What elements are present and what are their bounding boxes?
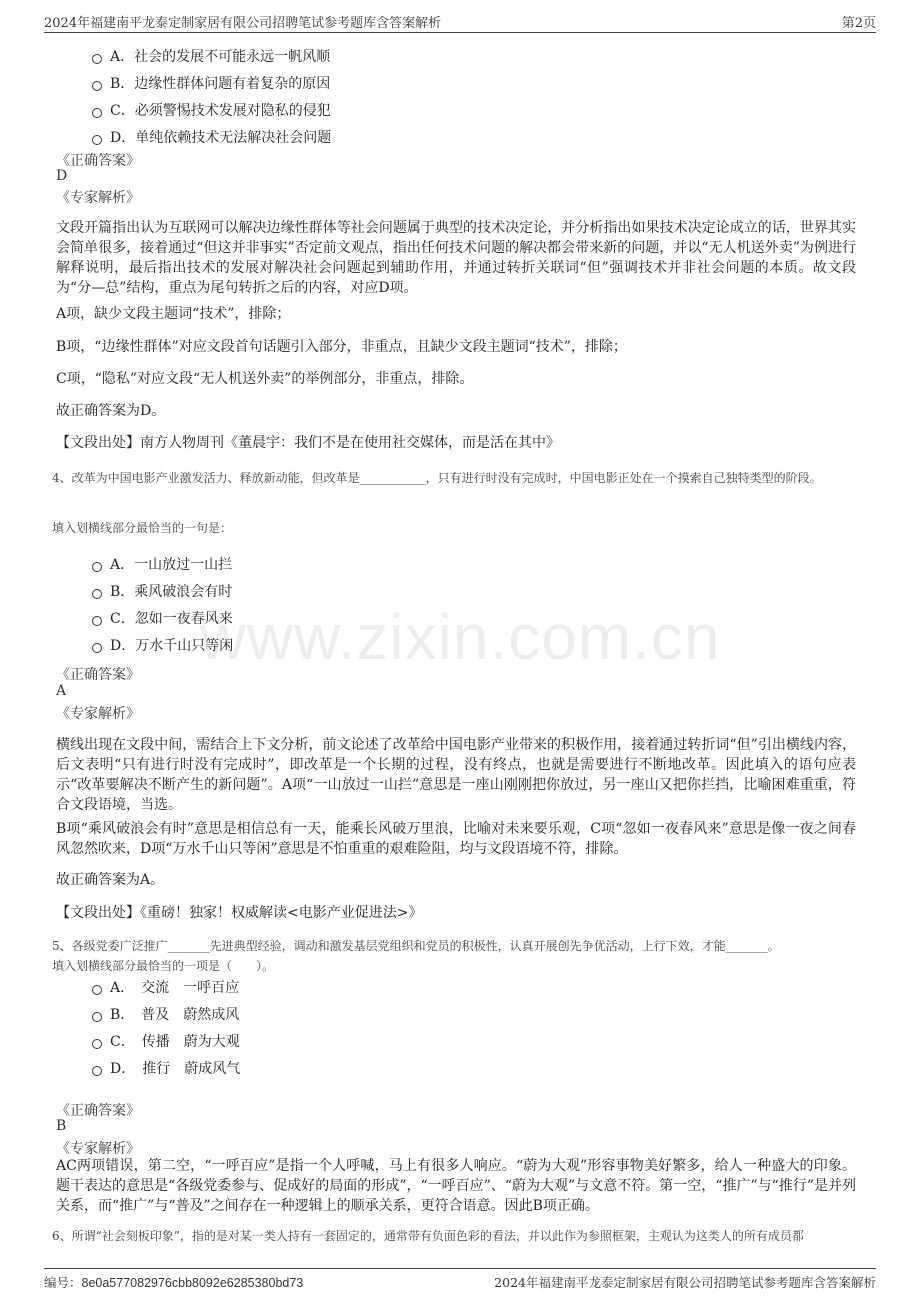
footer-title: 2024年福建南平龙泰定制家居有限公司招聘笔试参考题库含答案解析 — [494, 1275, 876, 1290]
q5-analysis: AC两项错误，第二空，“一呼百应”是指一个人呼喊，马上有很多人响应。“蔚为大观”形容事物美好繁多，给人一种盛大的印象。题干表达的意思是“各级党委参与、促成好的局面的形成”，“一呼百应”、“蔚为大观”与文意不符。第一空，“推广”与“推行”是并列关系，而“推广”与“普及”之间存在一种逻辑上的顺承关系，更符合语意。因此B项正确。 — [56, 1158, 856, 1214]
radio-icon[interactable] — [92, 108, 102, 118]
radio-icon[interactable] — [92, 135, 102, 145]
page-footer — [44, 1268, 876, 1291]
q5-prompt: 填入划横线部分最恰当的一项是（ ）。 — [52, 959, 275, 973]
radio-icon[interactable] — [92, 985, 102, 995]
q4-option-b[interactable]: B．乘风破浪会有时 — [92, 581, 232, 601]
q3-analysis-a: A项，缺少文段主题词“技术”，排除； — [56, 306, 291, 322]
q5-answer-label: 《正确答案》 — [56, 1103, 140, 1119]
q3-option-d[interactable]: D．单纯依赖技术无法解决社会问题 — [92, 127, 331, 147]
q4-answer-label: 《正确答案》 — [56, 667, 140, 683]
radio-icon[interactable] — [92, 1012, 102, 1022]
q4-prompt: 填入划横线部分最恰当的一句是： — [52, 521, 233, 535]
q4-stem: 4、改革为中国电影产业激发活力、释放新动能，但改革是___________，只有进行时没有完成时，中国电影正处在一个摸索自己独特类型的阶段。 — [52, 471, 822, 485]
q3-analysis-main: 文段开篇指出认为互联网可以解决边缘性群体等社会问题属于典型的技术决定论，并分析指出如果技术决定论成立的话，世界其实会简单很多，接着通过“但这并非事实”否定前文观点，指出任何技术问题的解决都会带来新的问题，并以“无人机送外卖”为例进行解释说明，最后指出技术的发展对解决社会问题起到辅助作用，并通过转折关联词“但”强调技术并非社会问题的本质。故文段为“分—总”结构，重点为尾句转折之后的内容，对应D项。 — [56, 220, 856, 296]
q4-analysis-main: 横线出现在文段中间，需结合上下文分析，前文论述了改革给中国电影产业带来的积极作用，接着通过转折词“但”引出横线内容，后文表明“只有进行时没有完成时”，即改革是一个长期的过程，没有终点，也就是需要进行不断地改革。因此填入的语句应表示“改革要解决不断产生的新问题”。A项“一山放过一山拦”意思是一座山刚刚把你放过，另一座山又把你拦挡，比喻困难重重，符合文段语境，当选。 — [56, 737, 856, 813]
q5-option-d[interactable]: D． 推行 蔚成风气 — [92, 1058, 240, 1078]
q3-option-a[interactable]: A．社会的发展不可能永远一帆风顺 — [92, 46, 330, 66]
header-title: 2024年福建南平龙泰定制家居有限公司招聘笔试参考题库含答案解析 — [44, 16, 442, 31]
q4-option-a[interactable]: A．一山放过一山拦 — [92, 554, 232, 574]
radio-icon[interactable] — [92, 643, 102, 653]
q4-expert-label: 《专家解析》 — [56, 706, 140, 722]
q4-option-d[interactable]: D．万水千山只等闲 — [92, 635, 233, 655]
q4-analysis-bcd: B项“乘风破浪会有时”意思是相信总有一天，能乘长风破万里浪，比喻对未来要乐观，C项“忽如一夜春风来”意思是像一夜之间春风忽然吹来，D项“万水千山只等闲”意思是不怕重重的艰难险阻，均与文段语境不符，排除。 — [56, 821, 856, 857]
q5-expert-label: 《专家解析》 — [56, 1141, 140, 1157]
q4-answer: A — [56, 683, 67, 699]
q3-answer-label: 《正确答案》 — [56, 153, 140, 169]
q5-option-c[interactable]: C． 传播 蔚为大观 — [92, 1031, 240, 1051]
radio-icon[interactable] — [92, 1039, 102, 1049]
q3-analysis-c: C项，“隐私”对应文段“无人机送外卖”的举例部分，非重点，排除。 — [56, 371, 474, 387]
q3-analysis-b: B项，“边缘性群体”对应文段首句话题引入部分，非重点，且缺少文段主题词“技术”，排除； — [56, 339, 627, 355]
q5-option-b[interactable]: B． 普及 蔚然成风 — [92, 1004, 239, 1024]
q5-option-a[interactable]: A． 交流 一呼百应 — [92, 977, 239, 997]
watermark: www.zixin.com.cn — [199, 601, 721, 673]
page-header — [44, 10, 876, 33]
q6-stem: 6、所谓“社会刻板印象”，指的是对某一类人持有一套固定的，通常带有负面色彩的看法，并以此作为参照框架，主观认为这类人的所有成员都 — [52, 1229, 804, 1243]
radio-icon[interactable] — [92, 589, 102, 599]
q5-stem: 5、各级党委广泛推广_______先进典型经验，调动和激发基层党组织和党员的积极性，认真开展创先争优活动，上行下效，才能_______。 — [52, 939, 780, 953]
radio-icon[interactable] — [92, 562, 102, 572]
q3-option-b[interactable]: B．边缘性群体问题有着复杂的原因 — [92, 73, 330, 93]
q4-option-c[interactable]: C．忽如一夜春风来 — [92, 608, 233, 628]
q4-source: 【文段出处】《重磅！独家！权威解读<电影产业促进法>》 — [56, 905, 423, 921]
q5-answer: B — [56, 1118, 67, 1134]
q3-expert-label: 《专家解析》 — [56, 190, 140, 206]
q3-answer: D — [56, 168, 68, 184]
document-code: 编号：8e0a577082976cbb8092e6285380bd73 — [44, 1276, 304, 1290]
radio-icon[interactable] — [92, 81, 102, 91]
page-number: 第2页 — [841, 16, 876, 31]
radio-icon[interactable] — [92, 54, 102, 64]
radio-icon[interactable] — [92, 1066, 102, 1076]
radio-icon[interactable] — [92, 616, 102, 626]
q3-option-c[interactable]: C．必须警惕技术发展对隐私的侵犯 — [92, 100, 331, 120]
q4-conclusion: 故正确答案为A。 — [56, 872, 165, 888]
q3-source: 【文段出处】南方人物周刊《董晨宇：我们不是在使用社交媒体，而是活在其中》 — [56, 435, 560, 451]
q3-conclusion: 故正确答案为D。 — [56, 403, 166, 419]
